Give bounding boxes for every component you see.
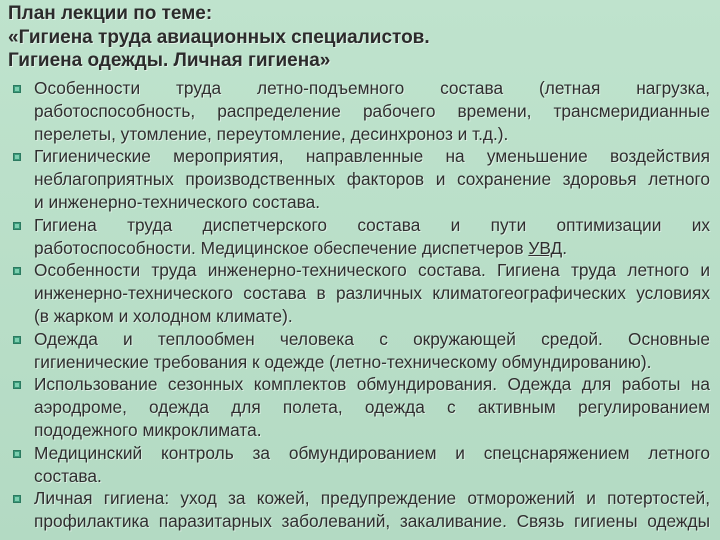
- item-line: работоспособности. Медицинское обеспечение диспетчеров УВД.: [34, 237, 568, 258]
- square-bullet-icon: [13, 222, 21, 230]
- title-line: Гигиена одежды. Личная гигиена»: [8, 50, 331, 71]
- item-line: состава.: [34, 465, 102, 486]
- list-item: [0, 373, 720, 441]
- abbreviation-uvd: УВД: [528, 237, 563, 258]
- square-bullet-icon: [13, 85, 21, 93]
- item-line: работоспособность, распределение рабочего времени, трансмеридианные: [34, 100, 710, 121]
- list-item: [0, 328, 720, 374]
- item-line: гигиенические требования к одежде (летно-техническому обмундированию).: [34, 351, 652, 372]
- item-line: Медицинский контроль за обмундированием и спецснаряжением летного: [34, 442, 710, 463]
- item-line: Особенности труда летно-подъемного состава (летная нагрузка,: [34, 78, 710, 98]
- item-line: (в жарком и холодном климате).: [34, 305, 293, 326]
- item-line: Личная гигиена: уход за кожей, предупреждение отморожений и потертостей,: [34, 488, 710, 509]
- square-bullet-icon: [13, 267, 21, 275]
- title-line: «Гигиена труда авиационных специалистов.: [8, 26, 430, 48]
- square-bullet-icon: [13, 336, 21, 344]
- list-item: [0, 214, 720, 260]
- title-line: План лекции по теме:: [8, 3, 213, 24]
- item-line: неблагоприятных производственных факторов и сохранение здоровья летного: [34, 169, 710, 190]
- item-line: и инженерно-технического состава.: [34, 191, 321, 212]
- list-item: [0, 259, 720, 327]
- item-line: Использование сезонных комплектов обмундирования. Одежда для работы на: [34, 374, 710, 395]
- list-item: [0, 442, 720, 488]
- item-line: пододежного микроклимата.: [34, 419, 262, 440]
- item-line: Гигиенические мероприятия, направленные на уменьшение воздействия: [34, 146, 710, 167]
- item-line: аэродроме, одежда для полета, одежда с активным регулированием: [34, 397, 710, 418]
- slide-title: [8, 2, 708, 73]
- item-line: Особенности труда инженерно-технического состава. Гигиена труда летного и: [34, 260, 710, 281]
- item-line: перелеты, утомление, переутомление, десинхроноз и т.д.).: [34, 123, 509, 144]
- list-item: [0, 487, 720, 533]
- square-bullet-icon: [13, 450, 21, 458]
- square-bullet-icon: [13, 153, 21, 161]
- square-bullet-icon: [13, 495, 21, 503]
- list-item: [0, 77, 720, 145]
- item-line: инженерно-технического состава в различных климатогеографических условиях: [34, 283, 710, 304]
- square-bullet-icon: [13, 381, 21, 389]
- lecture-plan-list: [0, 77, 720, 533]
- item-line: профилактика паразитарных заболеваний, закаливание. Связь гигиены одежды: [34, 511, 710, 532]
- item-line: Одежда и теплообмен человека с окружающей средой. Основные: [34, 328, 710, 349]
- item-line: Гигиена труда диспетчерского состава и пути оптимизации их: [34, 214, 710, 235]
- list-item: [0, 145, 720, 213]
